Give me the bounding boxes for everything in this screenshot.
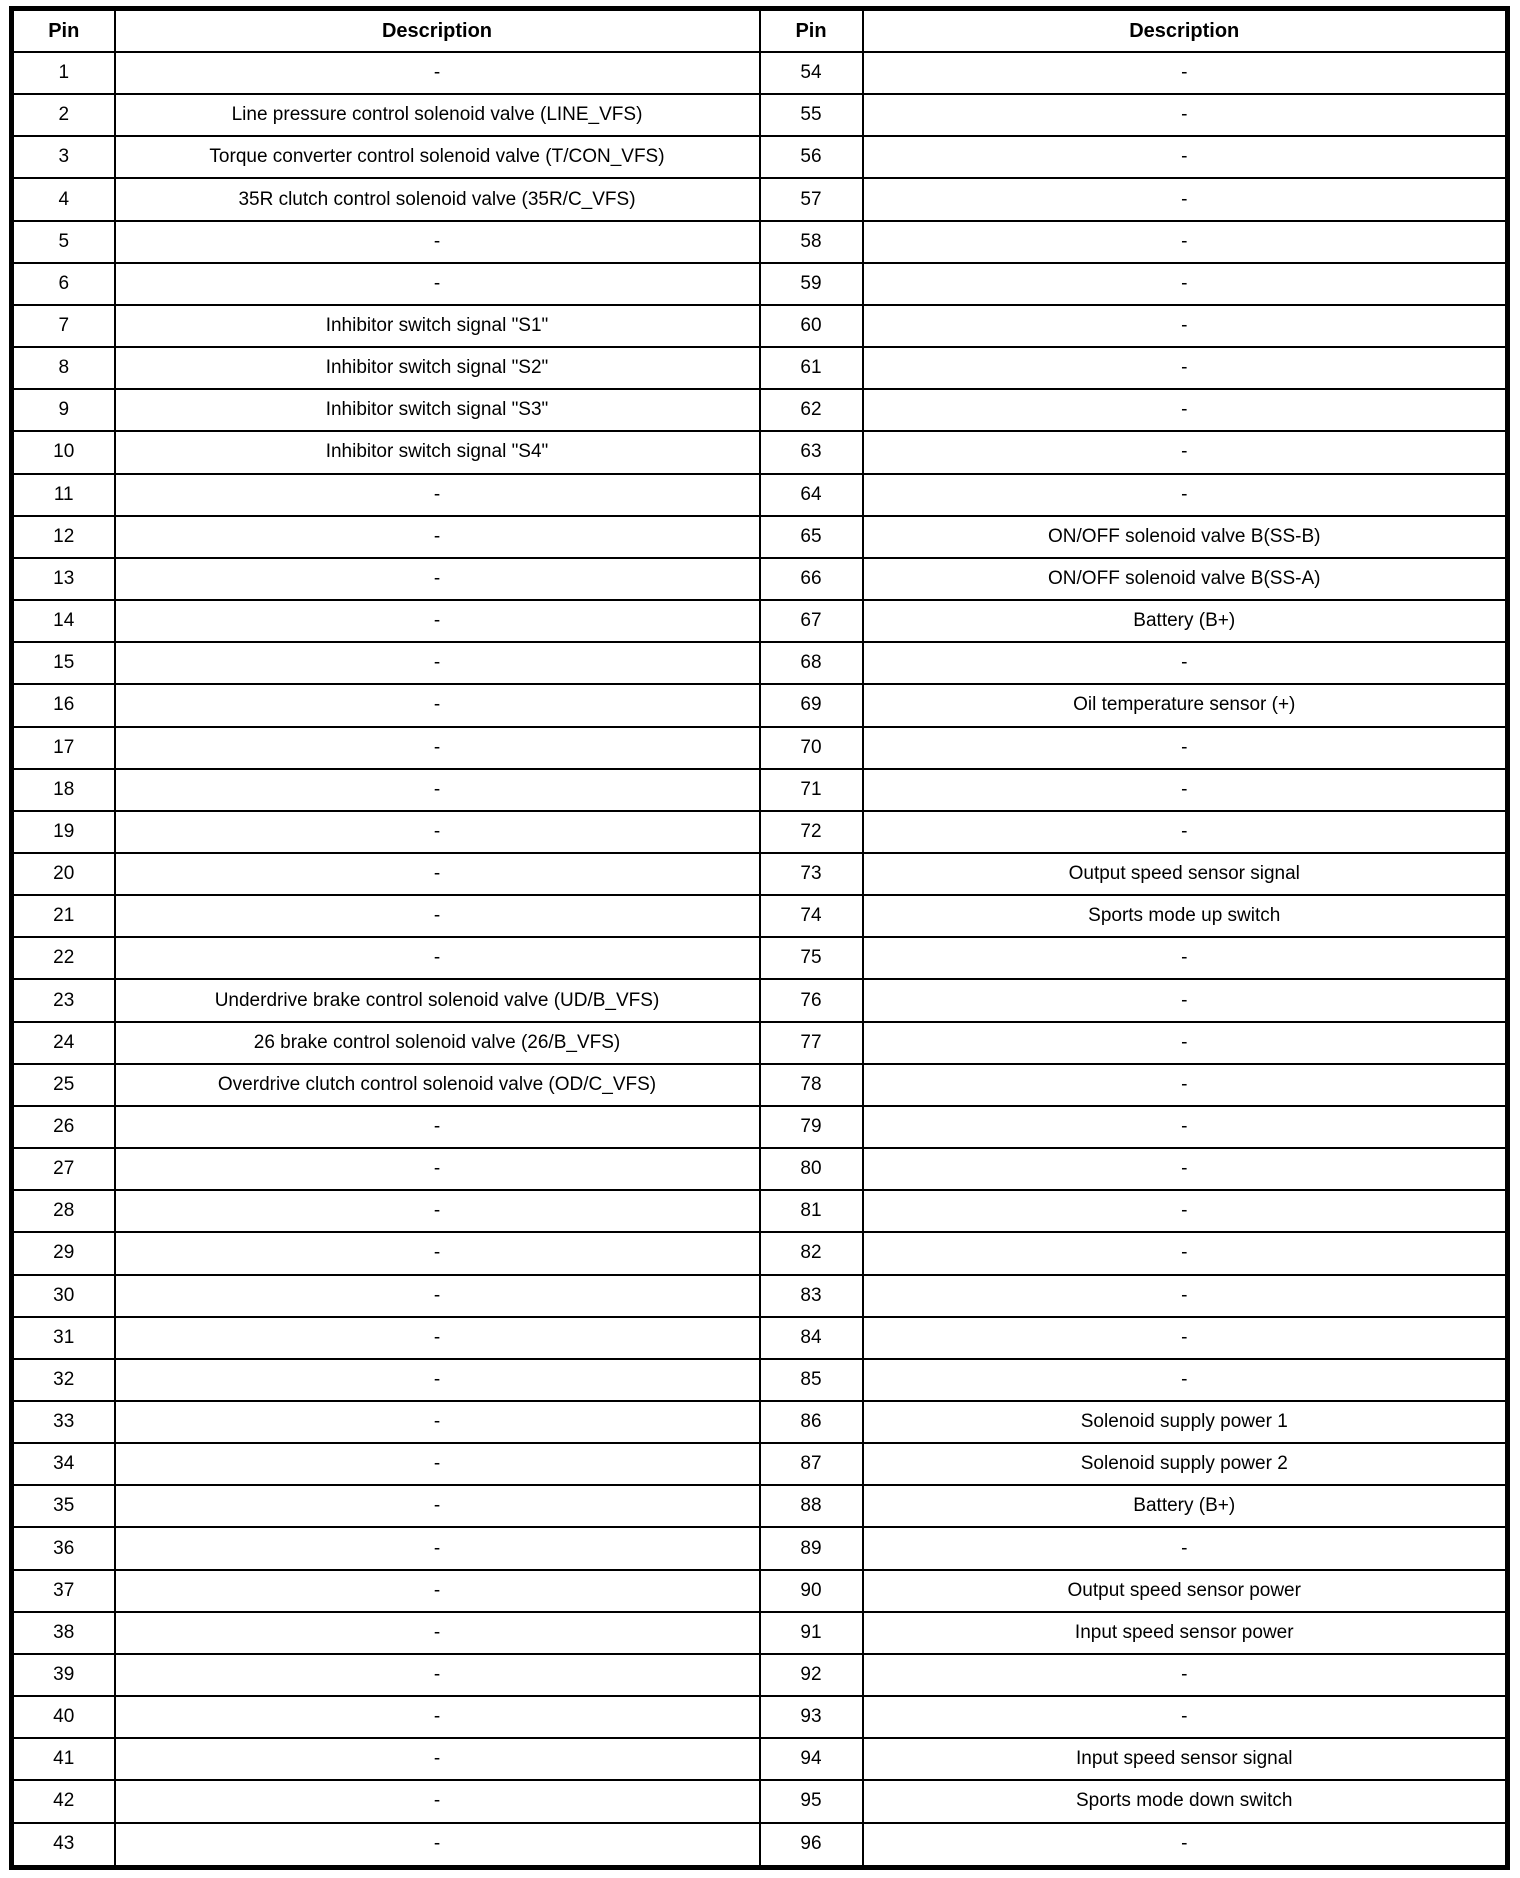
description-cell-right: - bbox=[863, 642, 1508, 684]
pin-cell-left: 6 bbox=[12, 263, 115, 305]
table-row bbox=[12, 1064, 1508, 1106]
table-row bbox=[12, 937, 1508, 979]
description-cell-right: - bbox=[863, 1275, 1508, 1317]
description-cell-left: - bbox=[115, 684, 760, 726]
table-row bbox=[12, 389, 1508, 431]
header-row bbox=[12, 9, 1508, 53]
pin-cell-left: 8 bbox=[12, 347, 115, 389]
pin-cell-right: 75 bbox=[760, 937, 863, 979]
description-cell-left: Inhibitor switch signal "S2" bbox=[115, 347, 760, 389]
pin-cell-right: 79 bbox=[760, 1106, 863, 1148]
description-cell-left: - bbox=[115, 263, 760, 305]
pin-cell-left: 14 bbox=[12, 600, 115, 642]
table-row bbox=[12, 1696, 1508, 1738]
pin-cell-left: 26 bbox=[12, 1106, 115, 1148]
table-header bbox=[12, 9, 1508, 53]
description-cell-left: Underdrive brake control solenoid valve (UD/B_VFS) bbox=[115, 979, 760, 1021]
pin-cell-right: 83 bbox=[760, 1275, 863, 1317]
description-cell-right: Solenoid supply power 1 bbox=[863, 1401, 1508, 1443]
pin-cell-right: 57 bbox=[760, 178, 863, 220]
pin-cell-right: 62 bbox=[760, 389, 863, 431]
pin-cell-right: 85 bbox=[760, 1359, 863, 1401]
description-cell-right: ON/OFF solenoid valve B(SS-A) bbox=[863, 558, 1508, 600]
description-cell-left: - bbox=[115, 1148, 760, 1190]
description-cell-left: - bbox=[115, 1232, 760, 1274]
description-cell-left: - bbox=[115, 1823, 760, 1868]
description-cell-left: - bbox=[115, 52, 760, 94]
pin-cell-right: 63 bbox=[760, 431, 863, 473]
description-cell-left: - bbox=[115, 1401, 760, 1443]
header-pin-left: Pin bbox=[12, 9, 115, 53]
header-pin-right: Pin bbox=[760, 9, 863, 53]
description-cell-right: - bbox=[863, 1359, 1508, 1401]
table-row bbox=[12, 1738, 1508, 1780]
table-row bbox=[12, 1443, 1508, 1485]
description-cell-left: - bbox=[115, 1654, 760, 1696]
pin-cell-right: 68 bbox=[760, 642, 863, 684]
pin-cell-left: 16 bbox=[12, 684, 115, 726]
description-cell-left: Inhibitor switch signal "S1" bbox=[115, 305, 760, 347]
description-cell-right: - bbox=[863, 1106, 1508, 1148]
header-description-left: Description bbox=[115, 9, 760, 53]
description-cell-left: 26 brake control solenoid valve (26/B_VFS) bbox=[115, 1022, 760, 1064]
pin-cell-left: 20 bbox=[12, 853, 115, 895]
pin-cell-right: 93 bbox=[760, 1696, 863, 1738]
table-body bbox=[12, 52, 1508, 1868]
pin-cell-left: 2 bbox=[12, 94, 115, 136]
description-cell-left: - bbox=[115, 221, 760, 263]
description-cell-right: Output speed sensor signal bbox=[863, 853, 1508, 895]
description-cell-left: - bbox=[115, 558, 760, 600]
pin-cell-right: 95 bbox=[760, 1780, 863, 1822]
table-row bbox=[12, 1401, 1508, 1443]
description-cell-left: - bbox=[115, 727, 760, 769]
pin-cell-right: 77 bbox=[760, 1022, 863, 1064]
description-cell-right: - bbox=[863, 347, 1508, 389]
table-row bbox=[12, 600, 1508, 642]
description-cell-right: Battery (B+) bbox=[863, 1485, 1508, 1527]
pin-cell-left: 13 bbox=[12, 558, 115, 600]
table-row bbox=[12, 1106, 1508, 1148]
pin-cell-right: 59 bbox=[760, 263, 863, 305]
description-cell-right: - bbox=[863, 769, 1508, 811]
pin-cell-right: 81 bbox=[760, 1190, 863, 1232]
description-cell-right: - bbox=[863, 94, 1508, 136]
description-cell-left: - bbox=[115, 1443, 760, 1485]
description-cell-left: Inhibitor switch signal "S4" bbox=[115, 431, 760, 473]
pin-cell-left: 18 bbox=[12, 769, 115, 811]
table-row bbox=[12, 221, 1508, 263]
description-cell-right: Sports mode up switch bbox=[863, 895, 1508, 937]
description-cell-right: - bbox=[863, 937, 1508, 979]
description-cell-right: - bbox=[863, 811, 1508, 853]
pin-cell-left: 31 bbox=[12, 1317, 115, 1359]
pin-cell-left: 23 bbox=[12, 979, 115, 1021]
table-row bbox=[12, 178, 1508, 220]
pin-cell-right: 71 bbox=[760, 769, 863, 811]
description-cell-right: ON/OFF solenoid valve B(SS-B) bbox=[863, 516, 1508, 558]
table-row bbox=[12, 979, 1508, 1021]
pin-cell-left: 34 bbox=[12, 1443, 115, 1485]
pin-cell-right: 67 bbox=[760, 600, 863, 642]
pin-cell-right: 60 bbox=[760, 305, 863, 347]
description-cell-left: - bbox=[115, 1780, 760, 1822]
description-cell-left: Torque converter control solenoid valve (T/CON_VFS) bbox=[115, 136, 760, 178]
pin-cell-left: 1 bbox=[12, 52, 115, 94]
description-cell-left: - bbox=[115, 1527, 760, 1569]
description-cell-left: - bbox=[115, 769, 760, 811]
pin-cell-right: 94 bbox=[760, 1738, 863, 1780]
pin-cell-right: 69 bbox=[760, 684, 863, 726]
table-row bbox=[12, 1022, 1508, 1064]
description-cell-left: - bbox=[115, 474, 760, 516]
description-cell-right: - bbox=[863, 1148, 1508, 1190]
pin-cell-left: 25 bbox=[12, 1064, 115, 1106]
description-cell-right: - bbox=[863, 221, 1508, 263]
table-row bbox=[12, 895, 1508, 937]
pin-cell-left: 9 bbox=[12, 389, 115, 431]
table-row bbox=[12, 1527, 1508, 1569]
pin-cell-left: 38 bbox=[12, 1612, 115, 1654]
pin-cell-left: 3 bbox=[12, 136, 115, 178]
pin-cell-right: 91 bbox=[760, 1612, 863, 1654]
description-cell-left: - bbox=[115, 895, 760, 937]
table-row bbox=[12, 1654, 1508, 1696]
description-cell-left: - bbox=[115, 642, 760, 684]
description-cell-left: - bbox=[115, 853, 760, 895]
pin-cell-left: 40 bbox=[12, 1696, 115, 1738]
pin-cell-right: 70 bbox=[760, 727, 863, 769]
pin-cell-left: 24 bbox=[12, 1022, 115, 1064]
description-cell-left: - bbox=[115, 1570, 760, 1612]
description-cell-right: - bbox=[863, 1654, 1508, 1696]
description-cell-right: - bbox=[863, 979, 1508, 1021]
pin-cell-left: 21 bbox=[12, 895, 115, 937]
pin-cell-left: 35 bbox=[12, 1485, 115, 1527]
pin-cell-right: 64 bbox=[760, 474, 863, 516]
pin-cell-left: 37 bbox=[12, 1570, 115, 1612]
pin-cell-right: 80 bbox=[760, 1148, 863, 1190]
description-cell-left: Overdrive clutch control solenoid valve (OD/C_VFS) bbox=[115, 1064, 760, 1106]
table-row bbox=[12, 1148, 1508, 1190]
pin-cell-right: 76 bbox=[760, 979, 863, 1021]
pin-cell-right: 82 bbox=[760, 1232, 863, 1274]
table-row bbox=[12, 1232, 1508, 1274]
description-cell-right: - bbox=[863, 431, 1508, 473]
table-row bbox=[12, 853, 1508, 895]
pin-cell-left: 22 bbox=[12, 937, 115, 979]
description-cell-right: Output speed sensor power bbox=[863, 1570, 1508, 1612]
description-cell-left: - bbox=[115, 811, 760, 853]
pin-cell-left: 39 bbox=[12, 1654, 115, 1696]
description-cell-left: - bbox=[115, 1359, 760, 1401]
pin-cell-right: 90 bbox=[760, 1570, 863, 1612]
table-row bbox=[12, 305, 1508, 347]
pin-cell-left: 7 bbox=[12, 305, 115, 347]
pin-cell-right: 66 bbox=[760, 558, 863, 600]
description-cell-right: - bbox=[863, 1022, 1508, 1064]
description-cell-right: Oil temperature sensor (+) bbox=[863, 684, 1508, 726]
table-row bbox=[12, 727, 1508, 769]
pin-cell-right: 78 bbox=[760, 1064, 863, 1106]
table-row bbox=[12, 136, 1508, 178]
table-row bbox=[12, 263, 1508, 305]
pin-cell-left: 12 bbox=[12, 516, 115, 558]
pin-cell-left: 30 bbox=[12, 1275, 115, 1317]
pin-cell-right: 84 bbox=[760, 1317, 863, 1359]
pin-cell-right: 72 bbox=[760, 811, 863, 853]
description-cell-right: - bbox=[863, 263, 1508, 305]
description-cell-right: Input speed sensor signal bbox=[863, 1738, 1508, 1780]
pin-description-table bbox=[9, 6, 1510, 1870]
pin-cell-left: 15 bbox=[12, 642, 115, 684]
description-cell-right: - bbox=[863, 178, 1508, 220]
pin-cell-right: 55 bbox=[760, 94, 863, 136]
pin-cell-right: 54 bbox=[760, 52, 863, 94]
pin-cell-right: 65 bbox=[760, 516, 863, 558]
pin-cell-right: 89 bbox=[760, 1527, 863, 1569]
description-cell-left: - bbox=[115, 1190, 760, 1232]
table-row bbox=[12, 52, 1508, 94]
table-row bbox=[12, 1612, 1508, 1654]
header-description-right: Description bbox=[863, 9, 1508, 53]
pin-cell-right: 58 bbox=[760, 221, 863, 263]
description-cell-left: - bbox=[115, 1275, 760, 1317]
description-cell-right: Input speed sensor power bbox=[863, 1612, 1508, 1654]
pin-cell-left: 4 bbox=[12, 178, 115, 220]
table-row bbox=[12, 1823, 1508, 1868]
description-cell-left: - bbox=[115, 1106, 760, 1148]
pin-cell-right: 56 bbox=[760, 136, 863, 178]
description-cell-right: - bbox=[863, 136, 1508, 178]
pin-cell-left: 19 bbox=[12, 811, 115, 853]
description-cell-left: - bbox=[115, 600, 760, 642]
description-cell-left: - bbox=[115, 1317, 760, 1359]
table-row bbox=[12, 1190, 1508, 1232]
pin-cell-right: 74 bbox=[760, 895, 863, 937]
pin-cell-left: 27 bbox=[12, 1148, 115, 1190]
pin-cell-left: 36 bbox=[12, 1527, 115, 1569]
description-cell-right: Solenoid supply power 2 bbox=[863, 1443, 1508, 1485]
table-row bbox=[12, 1570, 1508, 1612]
description-cell-right: Sports mode down switch bbox=[863, 1780, 1508, 1822]
pin-cell-left: 43 bbox=[12, 1823, 115, 1868]
description-cell-left: Line pressure control solenoid valve (LINE_VFS) bbox=[115, 94, 760, 136]
pin-cell-right: 87 bbox=[760, 1443, 863, 1485]
pin-cell-right: 73 bbox=[760, 853, 863, 895]
table-row bbox=[12, 1317, 1508, 1359]
description-cell-right: - bbox=[863, 474, 1508, 516]
table-row bbox=[12, 474, 1508, 516]
description-cell-right: Battery (B+) bbox=[863, 600, 1508, 642]
pin-cell-left: 33 bbox=[12, 1401, 115, 1443]
description-cell-right: - bbox=[863, 1823, 1508, 1868]
pin-cell-left: 42 bbox=[12, 1780, 115, 1822]
pin-cell-right: 61 bbox=[760, 347, 863, 389]
pin-cell-left: 32 bbox=[12, 1359, 115, 1401]
pin-cell-left: 41 bbox=[12, 1738, 115, 1780]
description-cell-left: - bbox=[115, 1696, 760, 1738]
description-cell-left: - bbox=[115, 1612, 760, 1654]
table-row bbox=[12, 347, 1508, 389]
table-row bbox=[12, 1780, 1508, 1822]
table-row bbox=[12, 558, 1508, 600]
description-cell-right: - bbox=[863, 1527, 1508, 1569]
description-cell-left: - bbox=[115, 1738, 760, 1780]
pin-cell-left: 10 bbox=[12, 431, 115, 473]
pin-cell-left: 11 bbox=[12, 474, 115, 516]
description-cell-left: - bbox=[115, 1485, 760, 1527]
description-cell-right: - bbox=[863, 1696, 1508, 1738]
description-cell-left: Inhibitor switch signal "S3" bbox=[115, 389, 760, 431]
table-row bbox=[12, 811, 1508, 853]
description-cell-right: - bbox=[863, 389, 1508, 431]
table-row bbox=[12, 1359, 1508, 1401]
description-cell-right: - bbox=[863, 1190, 1508, 1232]
description-cell-right: - bbox=[863, 727, 1508, 769]
description-cell-right: - bbox=[863, 1232, 1508, 1274]
table-row bbox=[12, 1275, 1508, 1317]
description-cell-right: - bbox=[863, 1317, 1508, 1359]
table-row bbox=[12, 431, 1508, 473]
table-row bbox=[12, 769, 1508, 811]
table-row bbox=[12, 94, 1508, 136]
table-row bbox=[12, 684, 1508, 726]
description-cell-left: 35R clutch control solenoid valve (35R/C_VFS) bbox=[115, 178, 760, 220]
pin-cell-right: 92 bbox=[760, 1654, 863, 1696]
pin-cell-left: 17 bbox=[12, 727, 115, 769]
pin-cell-left: 28 bbox=[12, 1190, 115, 1232]
pin-cell-right: 88 bbox=[760, 1485, 863, 1527]
description-cell-left: - bbox=[115, 937, 760, 979]
pin-cell-left: 5 bbox=[12, 221, 115, 263]
table-row bbox=[12, 642, 1508, 684]
description-cell-right: - bbox=[863, 52, 1508, 94]
pin-cell-right: 86 bbox=[760, 1401, 863, 1443]
description-cell-right: - bbox=[863, 1064, 1508, 1106]
table-row bbox=[12, 516, 1508, 558]
table-row bbox=[12, 1485, 1508, 1527]
pin-cell-right: 96 bbox=[760, 1823, 863, 1868]
description-cell-left: - bbox=[115, 516, 760, 558]
pin-cell-left: 29 bbox=[12, 1232, 115, 1274]
description-cell-right: - bbox=[863, 305, 1508, 347]
